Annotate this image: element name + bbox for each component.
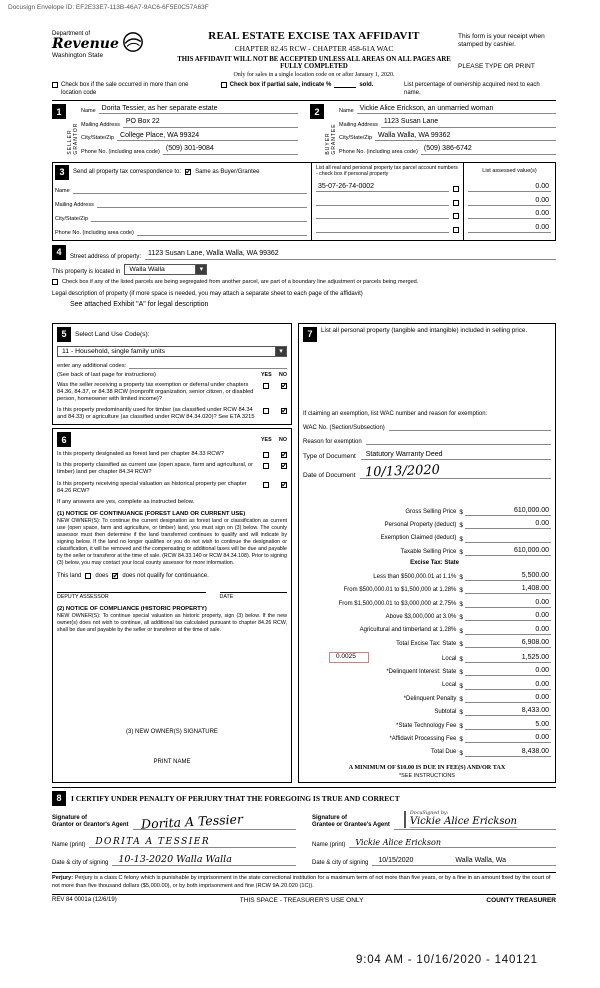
type-of-document-label: Type of Document [303,453,356,461]
dollar-sign: $ [459,696,463,703]
money-row-value: 610,000.00 [465,507,551,516]
form-number: REV 84 0001a (12/6/19) [52,897,117,904]
title-block [170,24,458,78]
parcel-row [316,183,459,192]
seller-phone-field[interactable]: (509) 301-9084 [163,145,298,154]
dollar-sign: $ [459,614,463,622]
parcel-number[interactable]: 35-07-26-74-0002 [316,183,449,192]
dollar-sign: $ [459,627,463,635]
docusign-envelope-id: Docusign Envelope ID: EF2E33E7-113B-46A7-9AC6-6F5E0C57A63F [8,4,209,11]
money-row-label: *Delinquent Penalty [403,695,457,702]
money-row-label: Taxable Selling Price [400,548,457,555]
dollar-sign: $ [459,573,463,581]
new-owner-signature-label[interactable]: (3) NEW OWNER(S) SIGNATURE [126,728,218,735]
question-row [57,462,287,476]
buyer-phone-field: (509) 386-6742 [421,145,556,154]
legal-description-label: Legal description of property (if more space is needed, you may attach a separate sheet to each page of the affidavit) [52,290,363,297]
seller-address-label: Mailing Address [81,121,120,128]
section-1-number: 1 [52,104,66,119]
parcel-number[interactable] [316,197,449,206]
assessed-values-block [463,163,555,240]
section-2-buyer [310,104,556,155]
yes-no-checkboxes [263,481,287,495]
assessed-value: 0.00 [468,224,551,233]
partial-sale-sold-label: sold. [359,82,374,88]
does-not-checkbox[interactable] [112,573,118,579]
money-row-value: 5,500.00 [465,572,551,581]
question-text: Is this property classified as current use (open space, farm and agricultural, or timber) land per chapter 84.34 RCW? [57,462,253,476]
dollar-sign: $ [459,600,463,608]
no-checkbox[interactable] [281,463,287,469]
same-as-buyer-label: Same as Buyer/Grantee [195,169,260,176]
dor-logo [52,24,170,59]
seller-address-field[interactable]: PO Box 22 [123,118,298,127]
money-row-label: Gross Selling Price [405,508,457,515]
money-row-value: 0.00 [465,681,551,690]
no-checkbox[interactable] [281,482,287,488]
type-or-print-note: PLEASE TYPE OR PRINT [458,62,535,70]
section-1-seller [52,104,298,155]
yes-checkbox[interactable] [263,408,269,414]
continuance-qualify-row [57,573,287,579]
middle-columns [52,323,556,783]
yes-no-checkboxes [263,382,287,403]
yes-no-checkboxes [263,462,287,476]
dollar-sign: $ [459,587,463,595]
if-yes-note: If any answers are yes, complete as instructed below. [57,498,195,505]
form-title: REAL ESTATE EXCISE TAX AFFIDAVIT [208,30,420,42]
print-name-label[interactable]: PRINT NAME [153,758,191,765]
dor-swirl-icon [122,31,144,58]
located-in-label: This property is located in [52,268,121,275]
money-row [303,707,551,716]
grantor-signature-line[interactable] [133,811,296,832]
reason-exemption-field[interactable] [366,436,551,445]
money-row-label: Excise Tax: State [410,560,459,567]
money-row [303,681,551,690]
parcel-row [316,210,459,219]
grantee-date-city-line[interactable] [372,854,556,866]
additional-codes-label: enter any additional codes: [57,362,127,369]
chevron-down-icon[interactable] [275,347,286,356]
seller-name-label: Name [81,108,96,115]
assessed-value-row [468,210,551,219]
assessed-value: 0.00 [468,197,551,206]
form-header [52,24,556,78]
money-row-value: 0.00 [465,734,551,743]
section-5-number: 5 [57,327,71,342]
partial-sale-checkbox[interactable] [221,82,227,88]
assessed-header: List assessed value(s) [482,167,537,174]
grantee-name-print-line[interactable] [349,836,556,848]
money-row-label: *Affidavit Processing Fee [389,735,457,742]
money-row-value: 1,408.00 [465,585,551,594]
money-row [303,572,551,581]
multi-location-label: Check box if the sale occurred in more than one location code [61,82,189,96]
yes-no-checkboxes [263,407,287,421]
parcel-row [316,224,459,233]
segregated-checkbox[interactable] [52,279,58,285]
grantor-handwritten-name: DORITA A TESSIER [95,837,211,848]
dollar-sign: $ [459,736,463,744]
grantor-signature-block [52,809,296,867]
seller-csz-field[interactable]: College Place, WA 99324 [117,132,298,141]
section-8-number: 8 [52,791,66,806]
money-row-label: Subtotal [434,709,457,716]
chevron-down-icon[interactable] [195,265,206,274]
ownership-percentage-note: List percentage of ownership acquired next to each name. [404,82,540,96]
section-4 [52,245,556,321]
section6-questions [57,447,287,495]
grantee-signature-block [312,809,556,867]
partial-sale-label: Check box if partial sale, indicate % [229,82,332,88]
money-row-label: From $500,000.01 to $1,500,000 at 1.28% [343,587,457,594]
money-row [303,547,551,556]
grantee-date-city-label: Date & city of signing [312,860,369,867]
does-label: does [95,572,109,579]
partial-sale-option [221,82,374,88]
money-row-label: Total Excise Tax: State [396,640,457,647]
corr-phone-field[interactable] [137,227,307,236]
cashier-receipt-stamp: 9:04 AM - 10/16/2020 - 140121 [356,954,538,966]
money-row [303,626,551,635]
grantee-signature-label: Signature of Grantee or Grantee's Agent [312,814,390,829]
deputy-date-line[interactable]: DATE [220,592,288,600]
money-row-value: 0.00 [465,612,551,621]
question-row [57,481,287,495]
county-dropdown[interactable] [124,264,207,275]
affidavit-form [52,24,556,904]
money-row [303,585,551,594]
minimum-due-note: A MINIMUM OF $10.00 IS DUE IN FEE(S) AND/OR TAX [348,763,506,771]
corr-address-label: Mailing Address [55,201,94,208]
see-back-note: (See back of last page for instructions) [57,371,156,378]
money-row-value: 0.00 [465,599,551,608]
money-row [303,734,551,743]
buyer-address-label: Mailing Address [339,121,378,128]
personal-property-checkbox[interactable] [453,200,459,206]
question-text: Is this property designated as forest land per chapter 84.33 RCW? [57,451,224,458]
additional-codes-field[interactable] [129,361,287,369]
section-6 [52,428,292,782]
money-row-value: 8,438.00 [465,748,551,757]
corr-name-label: Name [55,187,70,194]
section5-questions [57,382,287,422]
form-warning: THIS AFFIDAVIT WILL NOT BE ACCEPTED UNLESS ALL AREAS ON ALL PAGES ARE FULLY COMPLETED [177,56,451,70]
yes-checkbox[interactable] [263,383,269,389]
money-rows [303,502,551,756]
money-row [303,520,551,529]
dollar-sign: $ [459,749,463,757]
reason-exemption-label: Reason for exemption [303,439,362,446]
seller-name-field[interactable]: Dorita Tessier, as her separate estate [99,105,298,114]
date-of-document-field[interactable] [360,463,551,481]
money-row [303,612,551,621]
does-not-label: does not qualify for continuance. [122,572,209,579]
does-checkbox[interactable] [85,573,91,579]
deputy-assessor-row [57,592,287,600]
receipt-note: This form is your receipt when stamped by cashier. [458,33,545,49]
certify-statement: I CERTIFY UNDER PENALTY OF PERJURY THAT THE FOREGOING IS TRUE AND CORRECT [71,793,400,803]
top-options [52,82,556,97]
section-2-number: 2 [310,104,324,119]
money-row [303,652,551,663]
multi-location-checkbox[interactable] [52,82,58,88]
money-row-label: Less than $500,000.01 at 1.1% [373,573,457,580]
grantor-handwritten-date-city: 10-13-2020 Walla Walla [118,854,232,866]
money-row-label: Personal Property (deduct) [384,522,457,529]
personal-property-checkbox[interactable] [453,227,459,233]
dollar-sign: $ [459,669,463,677]
grantor-name-print-label: Name (print) [52,842,86,849]
dollar-sign: $ [459,549,463,557]
land-use-dropdown-value: 11 - Household, single family units [62,347,166,355]
seller-csz-label: City/State/Zip [81,135,115,142]
yes-checkbox[interactable] [263,452,269,458]
dollar-sign: $ [459,508,463,516]
dollar-sign: $ [459,522,463,530]
money-row [303,534,551,543]
street-address-label: Street address of property: [70,253,142,260]
assessed-value-row [468,183,551,192]
money-row-value: 0.00 [465,694,551,703]
grantee-signing-date: 10/15/2020 [378,857,414,865]
dollar-sign: $ [459,535,463,543]
assessed-value: 0.00 [468,183,551,192]
buyer-csz-field[interactable]: Walla Walla, WA 99362 [375,132,556,141]
parties-row [52,100,556,159]
yes-checkbox[interactable] [263,463,269,469]
parcel-header: List all real and personal property tax parcel account numbers - check box if personal property [316,164,458,177]
personal-property-checkbox[interactable] [453,186,459,192]
grantor-date-city-line[interactable] [112,854,296,866]
no-checkbox[interactable] [281,408,287,414]
section-7-number: 7 [303,327,317,342]
money-row [303,507,551,516]
corr-address-field[interactable] [97,199,307,208]
question-row [57,407,287,421]
personal-property-label: List all personal property (tangible and intangible) included in selling price. [321,326,528,334]
form-effective-note: Only for sales in a single location code on or after January 1, 2020. [233,72,395,78]
buyer-phone-label: Phone No. (including area code) [339,148,418,155]
header-right-notes [458,24,556,71]
notice-compliance-title: (2) NOTICE OF COMPLIANCE (HISTORIC PROPERTY) [57,605,207,612]
partial-sale-percent-line[interactable] [334,82,356,88]
county-dropdown-value: Walla Walla [129,265,165,273]
exemption-intro: If claiming an exemption, list WAC number and reason for exemption: [303,411,488,418]
corr-name-field[interactable] [73,185,307,194]
question-text: Was the seller receiving a property tax exemption or deferral under chapters 84.36, 84.37, or 84.38 RCW (nonprofit organization, senior citizen, or disabled person, homeowner with limited income)? [57,381,254,402]
money-row-label: Local [442,655,457,662]
money-row-label: *State Technology Fee [396,722,457,729]
buyer-address-field[interactable]: 1123 Susan Lane [381,118,556,127]
money-row [303,639,551,648]
money-row [303,560,551,567]
logo-washington-state: Washington State [52,52,104,59]
perjury-lead: Perjury: [52,875,74,882]
type-of-document-field[interactable]: Statutory Warranty Deed [361,451,551,460]
no-checkbox[interactable] [281,452,287,458]
buyer-csz-label: City/State/Zip [339,135,373,142]
perjury-text: Perjury is a class C felony which is punishable by imprisonment in the state correctional institution for a maximum term of not more than five years, or by a fine in an amount fixed by the court of not more than five thousand dollars ($5,000.00), or by both imprisonment and fine (RCW 9A.20.020 (1C)). [52,875,551,889]
seller-grantor-side-label: SELLER GRANTOR [67,122,79,155]
form-chapter: CHAPTER 82.45 RCW - CHAPTER 458-61A WAC [234,44,394,53]
yes-checkbox[interactable] [263,482,269,488]
wac-number-field[interactable] [389,422,551,431]
money-row-value: 5.00 [465,721,551,730]
money-row-label: Above $3,000,000 at 3.0% [385,613,457,620]
question-text: Is this property predominantly used for timber (as classified under RCW 84.34 and 84.33) or agriculture (as classified under RCW 84.34.020)? See ETA 3215 [57,406,255,421]
dollar-sign: $ [459,709,463,717]
correspondence-label: Send all property tax correspondence to: [73,169,182,176]
buyer-grantee-side-label: BUYER GRANTEE [325,123,337,155]
wac-number-label: WAC No. (Section/Subsection) [303,425,385,432]
yes-no-header: YES NO [261,371,287,378]
money-row-label: *Delinquent Interest: State [386,669,457,676]
form-footer [52,894,556,904]
money-row-value [465,534,551,543]
question-row [57,382,287,403]
section-7 [298,323,556,783]
money-row [303,667,551,676]
grantee-name-print-label: Name (print) [312,842,346,849]
multi-location-option [52,82,190,97]
legal-description-value[interactable]: See attached Exhibit "A" for legal description [70,300,209,308]
money-row-label: From $1,500,000.01 to $3,000,000 at 2.75% [338,600,457,607]
deputy-assessor-signature-line[interactable]: DEPUTY ASSESSOR [57,592,206,600]
county-treasurer-label: COUNTY TREASURER [486,897,556,905]
dollar-sign: $ [459,640,463,648]
money-row [303,694,551,703]
seller-phone-label: Phone No. (including area code) [81,148,160,155]
section-4-number: 4 [52,245,66,260]
grantor-signature-label: Signature of Grantor or Grantor's Agent [52,814,129,829]
money-row [303,599,551,608]
yes-no-checkboxes [263,451,287,458]
grantor-name-print-line[interactable] [89,836,296,848]
dollar-sign: $ [459,722,463,730]
corr-csz-field[interactable] [91,213,307,222]
date-of-document-label: Date of Document [303,472,356,480]
dollar-sign: $ [459,682,463,690]
section-8 [52,787,556,867]
tax-correspondence-block [53,163,311,240]
grantee-docusign-signature: Vickie Alice Erickson [409,816,517,828]
money-row-value: 610,000.00 [465,547,551,556]
money-row-label: Local [442,682,457,689]
question-text: Is this property receiving special valuation as historical property per chapter 84.26 RCW? [57,480,247,494]
segregated-label: Check box if any of the listed parcels are being segregated from another parcel, are part of a boundary line adjustment or parcels being merged. [62,278,419,285]
buyer-name-field[interactable]: Vickie Alice Erickson, an unmarried woman [357,105,556,114]
see-instructions-note: *SEE INSTRUCTIONS [399,772,455,779]
money-row [303,748,551,757]
grantor-date-city-label: Date & city of signing [52,860,109,867]
assessed-value-row [468,197,551,206]
grantee-signing-city: Walla Walla, Wa [455,857,506,865]
money-row-value: 0.00 [465,520,551,529]
parcel-numbers-block [311,163,463,240]
money-row-value: 0.00 [465,667,551,676]
yes-no-header: YES NO [261,436,287,443]
money-row-value: 6,908.00 [465,639,551,648]
money-row-label: Exemption Claimed (deduct) [380,535,457,542]
logo-dept-of: Department of [52,31,91,37]
section-5 [52,323,292,426]
perjury-notice [52,872,556,890]
buyer-name-label: Name [339,108,354,115]
land-use-label: Select Land Use Code(s): [75,330,150,338]
parcel-row [316,197,459,206]
money-row-value: 1,525.00 [465,654,551,663]
local-rate-value: 0.0025 [329,652,369,663]
question-row [57,451,287,458]
handwritten-document-date: 10/13/2020 [365,463,441,481]
money-row-label: Agricultural and timberland at 1.28% [359,627,457,634]
grantee-printed-name: Vickie Alice Erickson [355,838,441,848]
land-use-dropdown[interactable] [57,346,287,357]
section-6-number: 6 [57,432,71,447]
money-row-label: Total Due [431,749,457,756]
notice-continuance-body: NEW OWNER(S): To continue the current designation as forest land or classification as current use (open space, farm and agriculture, or timber) land, you must sign on (3) below. The county assessor must then determine if the land transferred continues to qualify and will indicate by signing below. If the land no longer qualifies or you do not wish to continue the designation or classification, it will be removed and the compensating or additional taxes will be due and payable by the seller or transferor at the time of sale. (RCW 84.33.140 or RCW 84.34.108). Prior to signing (3) below, you may contact your local county assessor for more information. [57,517,287,566]
no-checkbox[interactable] [281,383,287,389]
same-as-buyer-checkbox[interactable] [185,169,191,175]
assessed-value-row [468,224,551,233]
money-row [303,721,551,730]
docusign-signature [404,811,517,828]
corr-csz-label: City/State/Zip [55,215,89,222]
personal-property-checkbox[interactable] [453,213,459,219]
money-row-value: 8,433.00 [465,707,551,716]
section-3 [52,162,556,241]
money-row-value: 0.00 [465,626,551,635]
grantor-handwritten-signature: Dorita A Tessier [140,811,243,832]
notice-compliance-body: NEW OWNER(S): To continue special valuation as historic property, sign (3) below. If the new owner(s) does not wish to continue, all additional tax calculated pursuant to chapter 84.26 RCW, shall be due and payable by the seller or transferor at the time of sale. [57,612,287,633]
section-3-number: 3 [55,165,69,180]
parcel-number[interactable] [316,224,449,233]
docusigned-by-label: DocuSigned by: [409,811,449,817]
parcel-number[interactable] [316,210,449,219]
treasurer-space-label: THIS SPACE - TREASURER'S USE ONLY [239,897,364,905]
grantee-signature-line[interactable] [394,811,556,830]
corr-phone-label: Phone No. (including area code) [55,229,134,236]
dollar-sign: $ [459,655,463,663]
street-address-field[interactable]: 1123 Susan Lane, Walla Walla, WA 99362 [145,250,556,259]
notice-continuance-title: (1) NOTICE OF CONTINUANCE (FOREST LAND OR CURRENT USE) [57,510,246,517]
logo-revenue: Revenue [52,36,119,52]
assessed-value: 0.00 [468,210,551,219]
this-land-label: This land [57,572,82,579]
